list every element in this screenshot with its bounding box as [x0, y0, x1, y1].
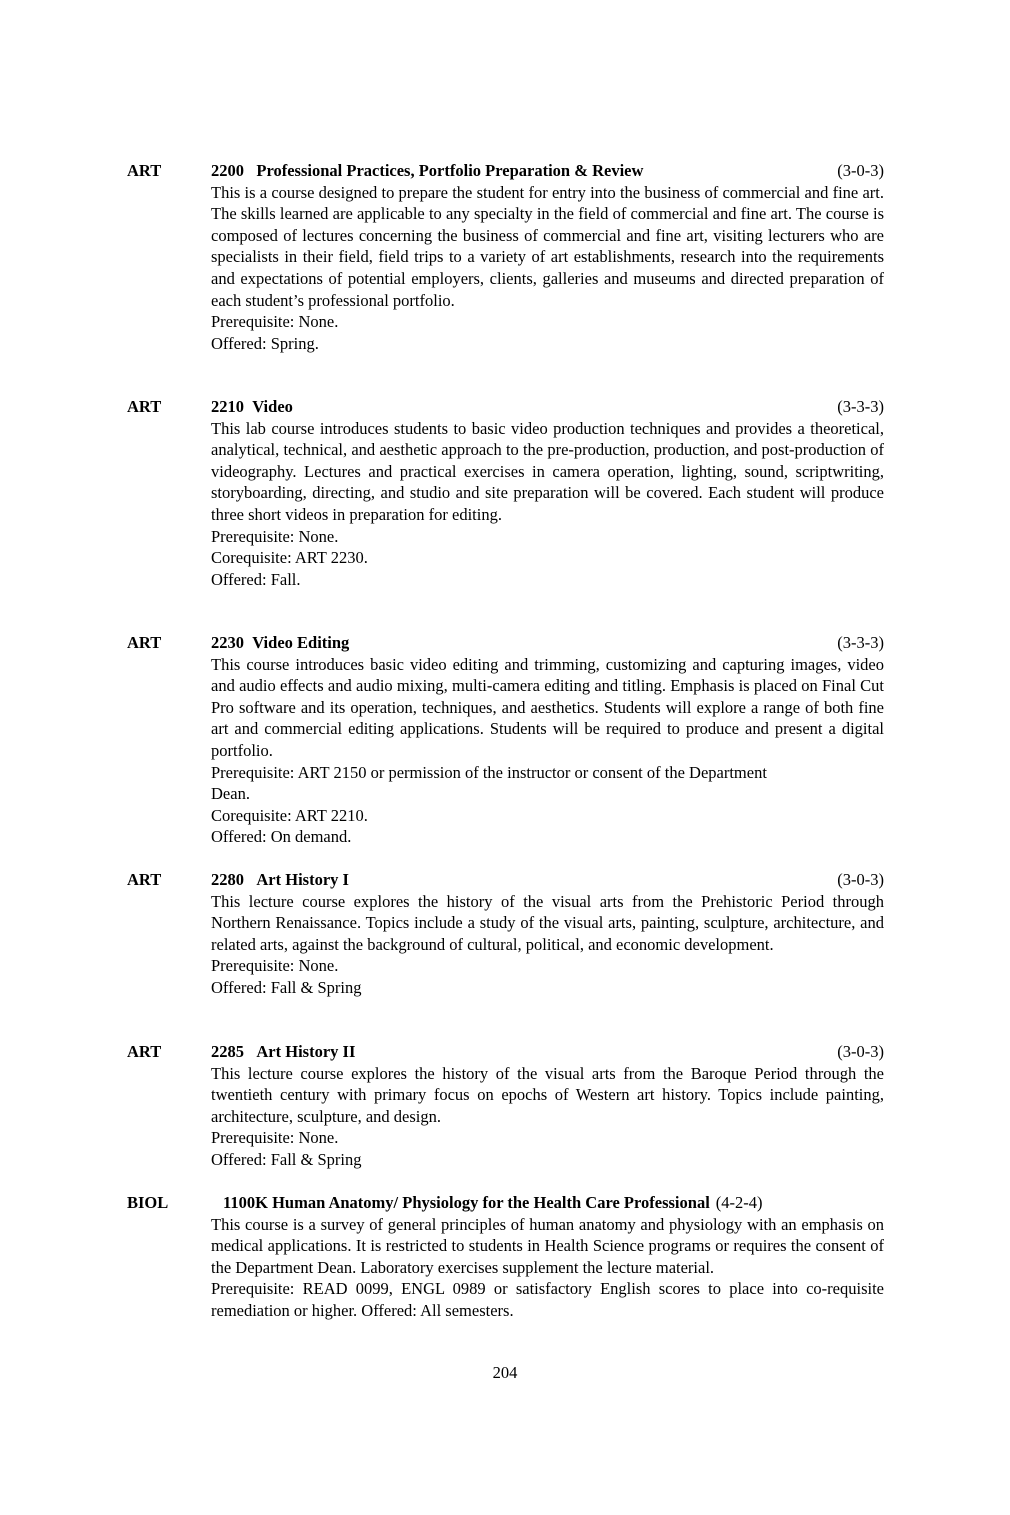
- course-entry-art-2280: [127, 869, 884, 999]
- course-hours: (3-0-3): [837, 870, 884, 889]
- course-subject: ART: [127, 397, 162, 416]
- course-corequisite: Corequisite: ART 2230.: [211, 548, 368, 568]
- course-title: Video: [252, 397, 293, 416]
- course-offered: Offered: Fall.: [211, 569, 301, 589]
- course-entry-art-2210: [127, 396, 884, 590]
- course-header: [127, 160, 884, 182]
- course-body: [211, 418, 884, 591]
- course-title-line: [211, 1041, 355, 1063]
- course-offered: Offered: Fall & Spring: [211, 1149, 362, 1169]
- course-corequisite: Corequisite: ART 2210.: [211, 805, 368, 825]
- course-header: [127, 869, 884, 891]
- course-number: 2280: [211, 870, 244, 889]
- course-description: This is a course designed to prepare the student for entry into the business of commercial and fine art. The skills learned are applicable to any specialty in the field of commercial and fine art. The course is composed of lectures concerning the business of commercial and fine art, visiting lecturers who are specialists in their field, field trips to a variety of art establishments, research into the requirements and expectations of potential employers, clients, galleries and museums and directed preparation of each student’s professional portfolio.: [211, 182, 884, 310]
- course-body: [211, 654, 884, 848]
- course-title-line: [211, 160, 643, 182]
- course-description: This course is a survey of general principles of human anatomy and physiology with an emphasis on medical applications. It is restricted to students in Health Science programs or requires the consent of the Department Dean. Laboratory exercises supplement the lecture material.: [211, 1214, 884, 1277]
- course-title-line: [211, 632, 349, 654]
- course-header: [127, 1041, 884, 1063]
- course-prerequisite: Prerequisite: None.: [211, 526, 339, 546]
- course-subject: BIOL: [127, 1193, 169, 1212]
- course-header: [127, 396, 884, 418]
- course-number: 2230: [211, 633, 244, 652]
- course-subject: ART: [127, 161, 162, 180]
- course-entry-art-2230: [127, 632, 884, 848]
- course-description: This lab course introduces students to basic video production techniques and provides a theoretical, analytical, technical, and aesthetic approach to the pre-production, production, and post-production of videography. Lectures and practical exercises in camera operation, lighting, sound, scriptwriting, storyboarding, directing, and studio and site preparation will be covered. Each student will produce three short videos in preparation for editing.: [211, 418, 884, 524]
- course-description: This lecture course explores the history of the visual arts from the Baroque Period through the twentieth century with primary focus on epochs of Western art history. Topics include painting, architecture, sculpture, and design.: [211, 1063, 884, 1126]
- course-prerequisite: Prerequisite: None.: [211, 1128, 339, 1148]
- page-number: 204: [492, 1363, 518, 1382]
- course-body: [211, 182, 884, 355]
- course-entry-biol-1100k: [127, 1192, 884, 1322]
- course-title: Art History II: [256, 1042, 356, 1061]
- course-number: 1100K: [223, 1193, 268, 1212]
- course-title: Professional Practices, Portfolio Preparation & Review: [256, 161, 644, 180]
- course-entry-art-2285: [127, 1041, 884, 1171]
- course-entry-art-2200: [127, 160, 884, 354]
- course-subject: ART: [127, 633, 162, 652]
- course-body: [211, 891, 884, 999]
- course-title: Video Editing: [252, 633, 350, 652]
- course-title-line: [211, 396, 293, 418]
- course-title-line: [211, 869, 349, 891]
- course-hours: (3-0-3): [837, 1042, 884, 1061]
- course-prerequisite-offered: Prerequisite: READ 0099, ENGL 0989 or satisfactory English scores to place into co-requisite remediation or higher. Offered: All semesters.: [211, 1279, 884, 1320]
- course-prerequisite: Prerequisite: None.: [211, 312, 339, 332]
- course-offered: Offered: Fall & Spring: [211, 977, 362, 997]
- course-offered: Offered: Spring.: [211, 333, 319, 353]
- course-hours: (3-3-3): [837, 397, 884, 416]
- course-title-line: [223, 1192, 763, 1214]
- course-header: [127, 632, 884, 654]
- course-description: This lecture course explores the history of the visual arts from the Prehistoric Period through Northern Renaissance. Topics include a study of the visual arts, painting, sculpture, architecture, and related arts, against the background of cultural, political, and economic development.: [211, 891, 884, 954]
- course-hours: (4-2-4): [715, 1193, 763, 1212]
- course-hours: (3-0-3): [837, 161, 884, 180]
- course-title: Art History I: [256, 870, 349, 889]
- course-number: 2285: [211, 1042, 244, 1061]
- course-number: 2210: [211, 397, 244, 416]
- course-prerequisite-continued: Dean.: [211, 784, 250, 804]
- course-body: [211, 1063, 884, 1171]
- course-prerequisite: Prerequisite: None.: [211, 956, 339, 976]
- course-header: [127, 1192, 884, 1214]
- course-hours: (3-3-3): [837, 633, 884, 652]
- course-description: This course introduces basic video editing and trimming, customizing and capturing images, video and audio effects and audio mixing, multi-camera editing and titling. Emphasis is placed on Final Cut Pro software and its operation, techniques, and aesthetics. Students will explore a range of both fine art and commercial editing applications. Students will be required to produce and present a digital portfolio.: [211, 654, 884, 760]
- course-offered: Offered: On demand.: [211, 827, 352, 847]
- course-number: 2200: [211, 161, 244, 180]
- course-subject: ART: [127, 870, 162, 889]
- course-subject: ART: [127, 1042, 162, 1061]
- course-prerequisite: Prerequisite: ART 2150 or permission of the instructor or consent of the Department: [211, 762, 767, 782]
- course-title: Human Anatomy/ Physiology for the Health Care Professional: [272, 1193, 710, 1212]
- course-body: [211, 1214, 884, 1322]
